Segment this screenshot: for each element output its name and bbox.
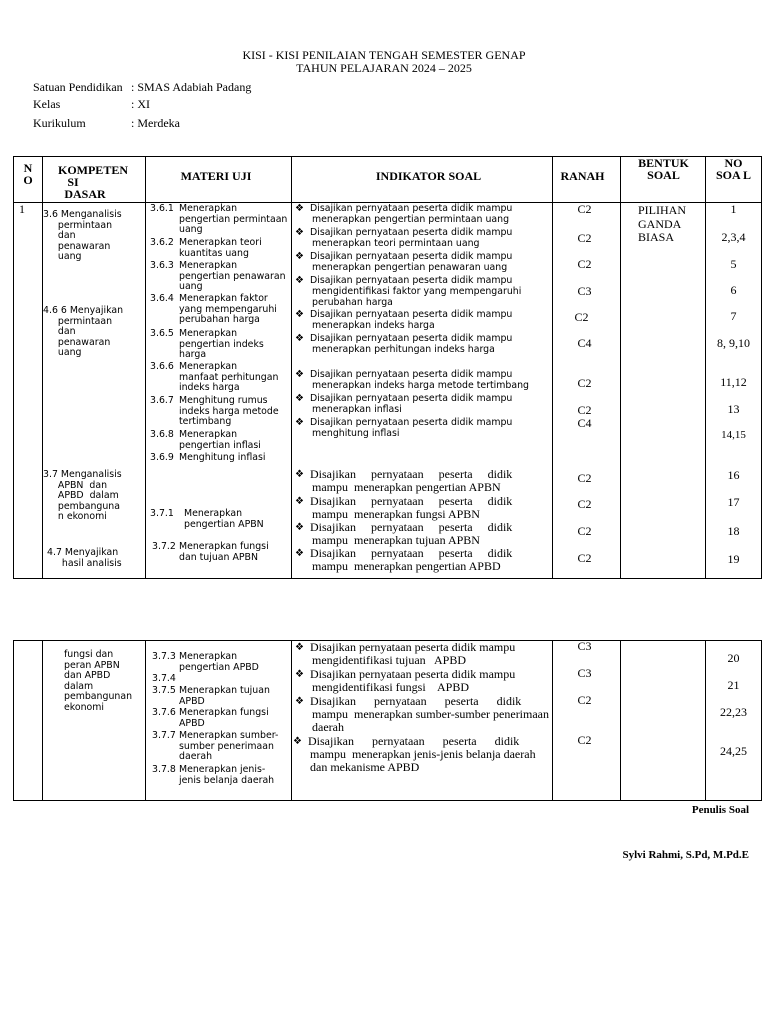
ranah-value: C3	[577, 666, 592, 680]
meta-value-satuan: : SMAS Adabiah Padang	[131, 80, 252, 94]
header-materi-uji: MATERI UJI	[180, 169, 252, 183]
header-no-soal: NO SOA L	[715, 156, 751, 182]
ranah-value: C2	[577, 733, 592, 747]
ranah-value: C2	[577, 403, 592, 417]
meta-label-kurikulum: Kurikulum	[33, 116, 86, 130]
no-soal: 19	[727, 552, 740, 566]
kd-item: 3.7 Menganalisis APBN dan APBD dalam pembanguna n ekonomi	[43, 469, 122, 523]
no-soal: 21	[727, 678, 740, 692]
no-soal: 7	[730, 309, 737, 323]
ranah-value: C2	[577, 257, 592, 271]
no-soal: 2,3,4	[721, 230, 746, 244]
no-soal: 11,12	[720, 375, 747, 389]
no-soal: 24,25	[720, 744, 747, 758]
header-no: N O	[23, 161, 33, 187]
ranah-value: C3	[577, 639, 592, 653]
meta-label-kelas: Kelas	[33, 97, 61, 111]
ranah-value: C2	[574, 310, 589, 324]
header-bentuk-soal: BENTUK SOAL	[638, 156, 689, 182]
signature-name: Sylvi Rahmi, S.Pd, M.Pd.E	[622, 849, 749, 861]
ranah-value: C2	[577, 471, 592, 485]
header-kompetensi-dasar: KOMPETEN SI DASAR	[57, 163, 128, 201]
bentuk-soal: PILIHAN GANDA BIASA	[638, 203, 686, 244]
document-title: KISI - KISI PENILAIAN TENGAH SEMESTER GENAP	[242, 48, 526, 62]
signature-role: Penulis Soal	[691, 804, 749, 816]
meta-value-kurikulum: : Merdeka	[131, 116, 180, 130]
ranah-value: C2	[577, 231, 592, 245]
no-soal: 17	[727, 495, 740, 509]
kd-item: fungsi dan peran APBN dan APBD dalam pembangunan ekonomi	[64, 649, 133, 713]
document-subtitle: TAHUN PELAJARAN 2024 – 2025	[296, 61, 472, 75]
no-soal: 22,23	[720, 705, 747, 719]
no-soal: 6	[730, 283, 737, 297]
row-number: 1	[19, 202, 25, 216]
ranah-value: C3	[577, 284, 592, 298]
ranah-value: C2	[577, 376, 592, 390]
ranah-value: C2	[577, 693, 592, 707]
no-soal: 1	[730, 202, 737, 216]
no-soal: 14,15	[721, 429, 746, 441]
kd-item: 4.6 6 Menyajikan permintaan dan penawaran uang	[43, 305, 124, 359]
ranah-value: C2	[577, 497, 592, 511]
ranah-value: C2	[577, 202, 592, 216]
ranah-value: C2	[577, 551, 592, 565]
ranah-value: C2	[577, 524, 592, 538]
no-soal: 5	[730, 257, 737, 271]
no-soal: 20	[727, 651, 740, 665]
header-indikator-soal: INDIKATOR SOAL	[375, 169, 482, 183]
kd-item: 3.6 Menganalisis permintaan dan penawaran uang	[43, 209, 122, 263]
kd-item: 4.7 Menyajikan hasil analisis	[47, 547, 122, 569]
no-soal: 16	[727, 468, 740, 482]
header-ranah: RANAH	[560, 169, 605, 183]
no-soal: 8, 9,10	[717, 336, 750, 350]
no-soal: 13	[727, 402, 740, 416]
ranah-value: C4	[577, 416, 592, 430]
meta-label-satuan: Satuan Pendidikan	[33, 80, 123, 94]
meta-value-kelas: : XI	[131, 97, 150, 111]
no-soal: 18	[727, 524, 740, 538]
ranah-value: C4	[577, 336, 592, 350]
